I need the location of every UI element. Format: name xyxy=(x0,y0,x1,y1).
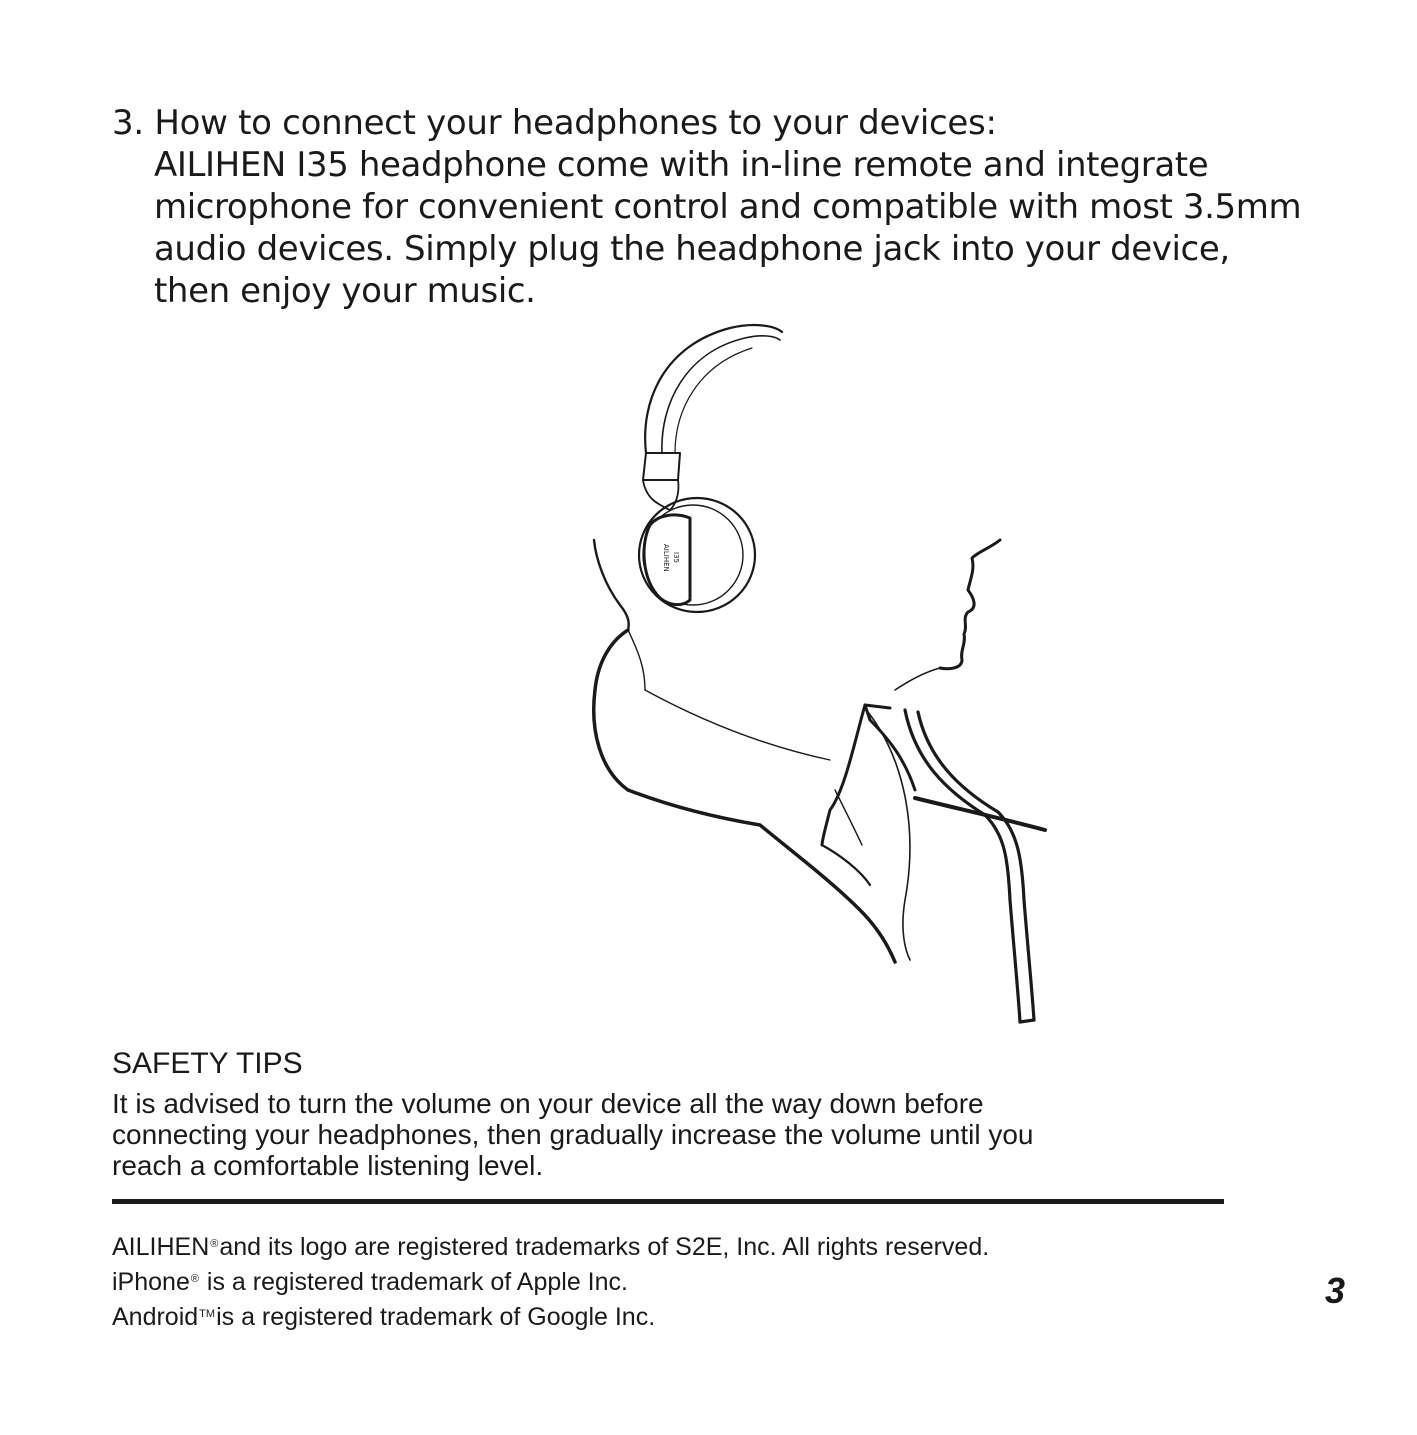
trademark-text: is a registered trademark of Apple Inc. xyxy=(206,1268,628,1296)
safety-tips-title: SAFETY TIPS xyxy=(112,1047,303,1080)
safety-line: reach a comfortable listening level. xyxy=(112,1150,544,1181)
safety-line: connecting your headphones, then gradually increase the volume until you xyxy=(112,1119,1034,1150)
trademark-mark: TM xyxy=(199,1308,216,1320)
headband xyxy=(643,325,782,510)
body-line: AILIHEN I35 headphone come with in-line remote and integrate xyxy=(154,145,1209,185)
body-line: audio devices. Simply plug the headphone jack into your device, xyxy=(154,229,1230,269)
earcup-model-label: I35 xyxy=(672,552,680,563)
headphone-cable xyxy=(905,710,1045,1022)
page-number: 3 xyxy=(1324,1270,1345,1311)
trademark-text: and its logo are registered trademarks of S2E, Inc. All rights reserved. xyxy=(219,1233,990,1261)
brand-name: Android xyxy=(112,1303,199,1331)
section-body xyxy=(154,144,1301,312)
shirt-collar xyxy=(628,690,915,962)
safety-tips-body xyxy=(112,1088,1034,1181)
safety-line: It is advised to turn the volume on your device all the way down before xyxy=(112,1088,984,1119)
body-line: then enjoy your music. xyxy=(154,271,536,311)
earcup xyxy=(639,498,755,612)
trademark-text: is a registered trademark of Google Inc. xyxy=(216,1303,656,1331)
section-heading: 3. How to connect your headphones to your devices: xyxy=(112,103,997,143)
registered-mark: ® xyxy=(210,1238,219,1250)
brand-name: iPhone xyxy=(112,1268,190,1296)
trademark-line-ailihen xyxy=(112,1232,989,1267)
trademark-line-iphone xyxy=(112,1267,989,1302)
divider xyxy=(112,1199,1224,1204)
person-wearing-headphones-illustration xyxy=(560,320,1080,1040)
trademark-notices xyxy=(112,1232,989,1337)
trademark-line-android xyxy=(112,1302,989,1337)
brand-name: AILIHEN xyxy=(112,1233,210,1261)
body-line: microphone for convenient control and compatible with most 3.5mm xyxy=(154,187,1302,227)
earcup-brand-label: AILIHEN xyxy=(662,544,670,572)
registered-mark: ® xyxy=(190,1273,199,1285)
